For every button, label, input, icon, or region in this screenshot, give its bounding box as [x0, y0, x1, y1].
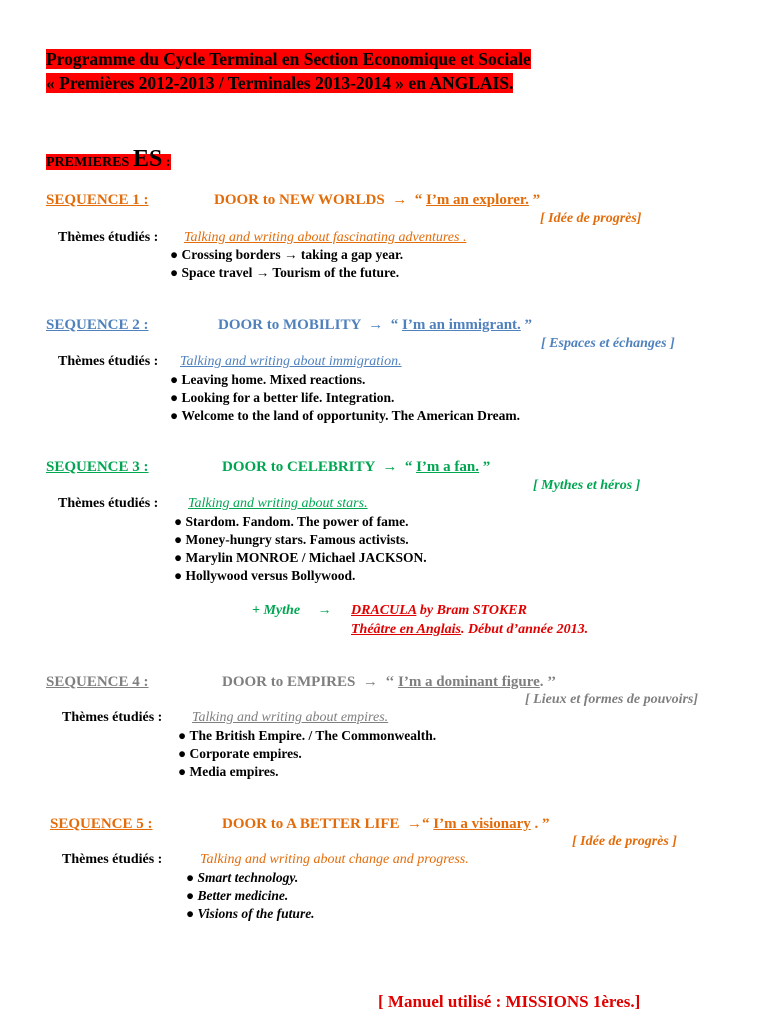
sequence-5-bullet: ● Visions of the future. — [186, 906, 315, 922]
sequence-1-bullet: ● Crossing borders → taking a gap year. — [170, 247, 403, 263]
sequence-1-tag: [ Idée de progrès] — [540, 211, 642, 226]
title-line-2: « Premières 2012-2013 / Terminales 2013-2014 » en ANGLAIS. — [46, 73, 514, 93]
sequence-2-title: DOOR to MOBILITY → “ I’m an immigrant. ” — [218, 317, 533, 333]
sequence-5-quote: I’m a visionary — [433, 816, 531, 832]
sequence-5-door: DOOR to A BETTER LIFE — [222, 816, 400, 832]
sequence-4-bullet: ● Corporate empires. — [178, 746, 302, 762]
arrow-icon: → — [317, 603, 332, 618]
section-heading — [46, 146, 171, 173]
theatre-label: Théâtre en Anglais — [351, 622, 461, 637]
sequence-1-theme: Talking and writing about fascinating adventures . — [184, 230, 467, 245]
mythe-label: + Mythe → — [252, 603, 332, 618]
sequence-3-bullet: ● Stardom. Fandom. The power of fame. — [174, 514, 409, 530]
sequence-2-door: DOOR to MOBILITY — [218, 317, 361, 333]
sequence-4-bullet: ● The British Empire. / The Commonwealth. — [178, 728, 436, 744]
sequence-1-door: DOOR to NEW WORLDS — [214, 192, 385, 208]
footer-manual: [ Manuel utilisé : MISSIONS 1ères.] — [378, 992, 641, 1011]
sequence-2-label: SEQUENCE 2 : — [46, 317, 149, 333]
sequence-2-tag: [ Espaces et échanges ] — [541, 336, 675, 351]
arrow-icon: → — [407, 816, 423, 832]
sequence-4-tag: [ Lieux et formes de pouvoirs] — [525, 692, 699, 707]
arrow-icon: → — [362, 674, 378, 690]
sequence-5-label: SEQUENCE 5 : — [50, 816, 153, 832]
heading-colon: : — [162, 155, 171, 170]
sequence-5-title: DOOR to A BETTER LIFE →“ I’m a visionary . ” — [222, 816, 550, 832]
sequence-1-label: SEQUENCE 1 : — [46, 192, 149, 208]
sequence-2-quote: I’m an immigrant. — [402, 317, 521, 333]
sequence-3-bullet: ● Marylin MONROE / Michael JACKSON. — [174, 550, 427, 566]
sequence-4-title: DOOR to EMPIRES → ‘‘ I’m a dominant figure. ’’ — [222, 674, 557, 690]
sequence-1-title: DOOR to NEW WORLDS → “ I’m an explorer. ” — [214, 192, 541, 208]
sequence-5-tag: [ Idée de progrès ] — [572, 834, 677, 849]
themes-label: Thèmes étudiés : — [58, 354, 159, 369]
sequence-3-theme: Talking and writing about stars. — [188, 496, 368, 511]
themes-label: Thèmes étudiés : — [58, 230, 159, 245]
sequence-5-bullet: ● Smart technology. — [186, 870, 298, 886]
sequence-4-door: DOOR to EMPIRES — [222, 674, 356, 690]
sequence-2-bullet: ● Welcome to the land of opportunity. The American Dream. — [170, 408, 520, 424]
sequence-5-bullet: ● Better medicine. — [186, 888, 288, 904]
arrow-icon: → — [382, 459, 398, 475]
sequence-3-title: DOOR to CELEBRITY → “ I’m a fan. ” — [222, 459, 491, 475]
sequence-3-bullet: ● Hollywood versus Bollywood. — [174, 568, 355, 584]
sequence-3-quote: I’m a fan. — [416, 459, 479, 475]
themes-label: Thèmes étudiés : — [58, 496, 159, 511]
themes-label: Thèmes étudiés : — [62, 852, 163, 867]
dracula-title: DRACULA — [351, 603, 417, 618]
sequence-1-bullet: ● Space travel → Tourism of the future. — [170, 265, 399, 281]
dracula-line: DRACULA by Bram STOKER — [351, 603, 527, 618]
sequence-3-label: SEQUENCE 3 : — [46, 459, 149, 475]
sequence-4-label: SEQUENCE 4 : — [46, 674, 149, 690]
sequence-4-quote: I’m a dominant figure — [397, 674, 540, 690]
page-subtitle — [46, 72, 513, 95]
sequence-4-bullet: ● Media empires. — [178, 764, 279, 780]
theatre-line: Théâtre en Anglais. Début d’année 2013. — [351, 622, 589, 637]
arrow-icon: → — [368, 317, 384, 333]
themes-label: Thèmes étudiés : — [62, 710, 163, 725]
sequence-2-bullet: ● Leaving home. Mixed reactions. — [170, 372, 365, 388]
sequence-5-theme: Talking and writing about change and progress. — [200, 852, 469, 867]
sequence-1-quote: I’m an explorer. — [425, 192, 529, 208]
arrow-icon: → — [392, 192, 408, 208]
sequence-2-bullet: ● Looking for a better life. Integration. — [170, 390, 394, 406]
sequence-3-tag: [ Mythes et héros ] — [533, 478, 641, 493]
page-title — [46, 48, 531, 71]
title-line-1: Programme du Cycle Terminal en Section Economique et Sociale — [46, 49, 531, 69]
sequence-4-theme: Talking and writing about empires. — [192, 710, 389, 725]
sequence-3-door: DOOR to CELEBRITY — [222, 459, 375, 475]
premieres-label: PREMIERES — [46, 155, 130, 170]
es-label: ES — [132, 146, 163, 172]
sequence-3-bullet: ● Money-hungry stars. Famous activists. — [174, 532, 409, 548]
sequence-2-theme: Talking and writing about immigration. — [180, 354, 402, 369]
